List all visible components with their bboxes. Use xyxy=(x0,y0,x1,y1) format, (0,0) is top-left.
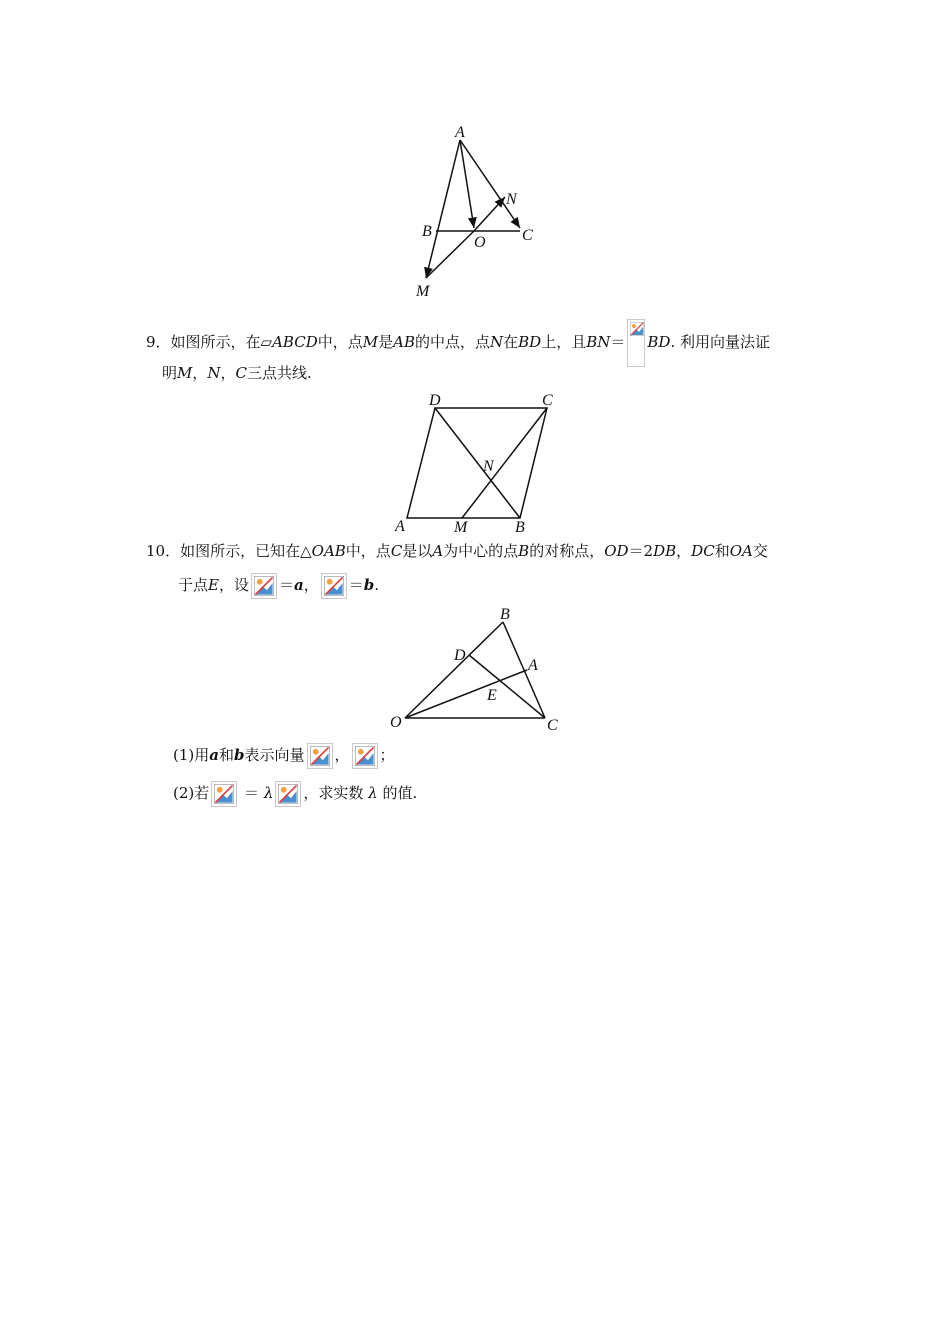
q9-line2: 明M，N，C三点共线. xyxy=(162,364,312,382)
label-o: O xyxy=(390,714,402,731)
label-e: E xyxy=(487,687,497,704)
label-c: C xyxy=(542,392,553,409)
label-c: C xyxy=(547,717,558,734)
q9-line1: 9．如图所示，在▱ABCD中，点M是AB的中点，点N在BD上，且BN＝ BD. 利用向量法证 xyxy=(146,319,770,367)
label-b: B xyxy=(422,223,432,240)
label-b: B xyxy=(500,606,510,623)
image-placeholder-icon xyxy=(352,743,378,769)
label-n: N xyxy=(483,458,494,475)
label-m: M xyxy=(454,519,468,536)
figure-triangle-oab xyxy=(385,600,565,736)
label-a: A xyxy=(455,124,465,141)
vector-am xyxy=(426,140,460,278)
figure-triangle-vectors xyxy=(400,118,550,300)
image-placeholder-icon xyxy=(275,781,301,807)
q10-line1: 10．如图所示，已知在△OAB中，点C是以A为中心的点B的对称点，OD＝2DB，DC和OA交 xyxy=(146,542,768,560)
q10-sub2: (2)若 ＝ λ ，求实数 λ 的值. xyxy=(173,781,417,807)
image-placeholder-icon xyxy=(251,573,277,599)
image-placeholder-icon xyxy=(627,319,645,367)
label-n: N xyxy=(506,191,517,208)
label-b: B xyxy=(515,519,525,536)
label-d: D xyxy=(454,647,466,664)
label-o: O xyxy=(474,234,486,251)
q10-line2: 于点E，设 ＝a， ＝b. xyxy=(178,573,379,599)
q10-sub1: (1)用a和b表示向量 ， ； xyxy=(173,743,395,769)
label-d: D xyxy=(429,392,441,409)
label-a: A xyxy=(528,657,538,674)
segment-bc xyxy=(503,622,545,718)
segment-oa xyxy=(405,670,527,718)
segment-mo xyxy=(426,231,474,278)
image-placeholder-icon xyxy=(211,781,237,807)
image-placeholder-icon xyxy=(307,743,333,769)
label-m: M xyxy=(416,283,430,300)
vector-on xyxy=(474,197,505,231)
vector-ao xyxy=(460,140,474,228)
image-placeholder-icon xyxy=(321,573,347,599)
vector-ac xyxy=(460,140,520,228)
diagonal-db xyxy=(435,408,520,518)
label-a: A xyxy=(395,518,405,535)
label-c: C xyxy=(522,227,533,244)
figure-parallelogram xyxy=(390,388,565,536)
